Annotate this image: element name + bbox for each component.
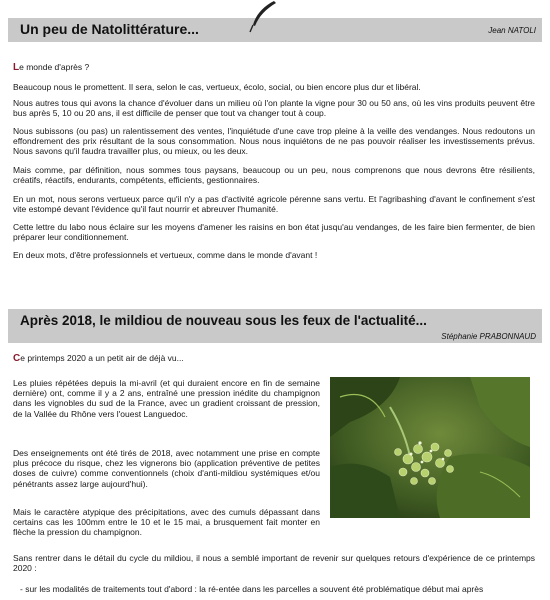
paragraph: En un mot, nous serons vertueux parce qu'il n'y a pas d'activité agricole pérenne sans vertu. Et l'agribashing d'avant le confinement s'est vite estompé devant l'évidence qu'il faut nourrir et abreuver l'humanité. — [13, 194, 535, 215]
paragraph: Beaucoup nous le promettent. Il sera, selon le cas, vertueux, écolo, social, ou bien encore plus dur et libéral. — [13, 82, 421, 92]
dropcap: L — [13, 62, 20, 73]
paragraph: Les pluies répétées depuis la mi-avril (et qui duraient encore en fin de semaine dernière) ont, comme il y a 2 ans, entraîné une pression inédite du champignon dans les vignobles du sud de la France, avec un gradient croissant de pression, de la Vallée du Rhône vers l'ouest Languedoc. — [13, 378, 320, 419]
grape-cluster-photo — [330, 377, 530, 518]
section2-author: Stéphanie PRABONNAUD — [441, 332, 536, 341]
section2-title: Après 2018, le mildiou de nouveau sous les feux de l'actualité... — [20, 313, 427, 328]
paragraph: Mais comme, par définition, nous sommes tous paysans, beaucoup ou un peu, nous comprenons que nous devrons être résilients, créatifs, réactifs, endurants, compétents, efficients, gestionnaires. — [13, 165, 535, 186]
section2-heading — [13, 353, 535, 364]
paragraph: Nous autres tous qui avons la chance d'évoluer dans un milieu où l'on plante la vigne pour 30 ou 50 ans, où les vins produits peuvent être bus après 5, 10 ou 20 ans, il est difficile de penser que tout va changer tout à coup. — [13, 98, 535, 119]
paragraph: Sans rentrer dans le détail du cycle du mildiou, il nous a semblé important de revenir sur quelques retours d'expérience de ce printemps 2020 : — [13, 553, 535, 574]
section2-banner — [8, 309, 542, 343]
paragraph: En deux mots, d'être professionnels et vertueux, comme dans le monde d'avant ! — [13, 250, 318, 260]
paragraph: Mais le caractère atypique des précipitations, avec des cumuls dépassant dans certains cas les 100mm entre le 10 et le 15 mai, a brusquement fait monter en flèche la pression du champignon. — [13, 507, 320, 538]
section2-heading-text: e printemps 2020 a un petit air de déjà vu... — [20, 353, 184, 363]
dropcap: C — [13, 353, 21, 364]
quill-icon — [246, 0, 278, 39]
paragraph: Des enseignements ont été tirés de 2018, avec notamment une prise en compte plus précoce du risque, chez les vignerons bio (application préventive de petites doses de cuivre) comme conventionnels (choix d'anti-mildiou systémiques et/ou pénétrants assez large aujourd'hui). — [13, 448, 320, 489]
section1-heading-text: e monde d'après ? — [19, 62, 90, 72]
section1-title: Un peu de Natolittérature... — [20, 21, 199, 37]
section1-author: Jean NATOLI — [488, 26, 536, 35]
section1-banner — [8, 18, 542, 42]
section1-heading — [13, 62, 535, 73]
list-item: - sur les modalités de traitements tout d'abord : la ré-entée dans les parcelles a souvent été problématique début mai après — [20, 584, 484, 594]
paragraph: Cette lettre du labo nous éclaire sur les moyens d'amener les raisins en bon état jusqu'au vendanges, de les faire bien fermenter, de bien préparer leur conditionnement. — [13, 222, 535, 243]
paragraph: Nous subissons (ou pas) un ralentissement des ventes, l'inquiétude d'une cave trop pleine à la veille des vendanges. Nous redoutons un effondrement des prix résultant de la sous consommation. Nous nous inquiétons de ne pas pouvoir réaliser les investissements prévus. Nous savons qu'il faudra travailler plus, ou mieux, ou les deux. — [13, 126, 535, 157]
